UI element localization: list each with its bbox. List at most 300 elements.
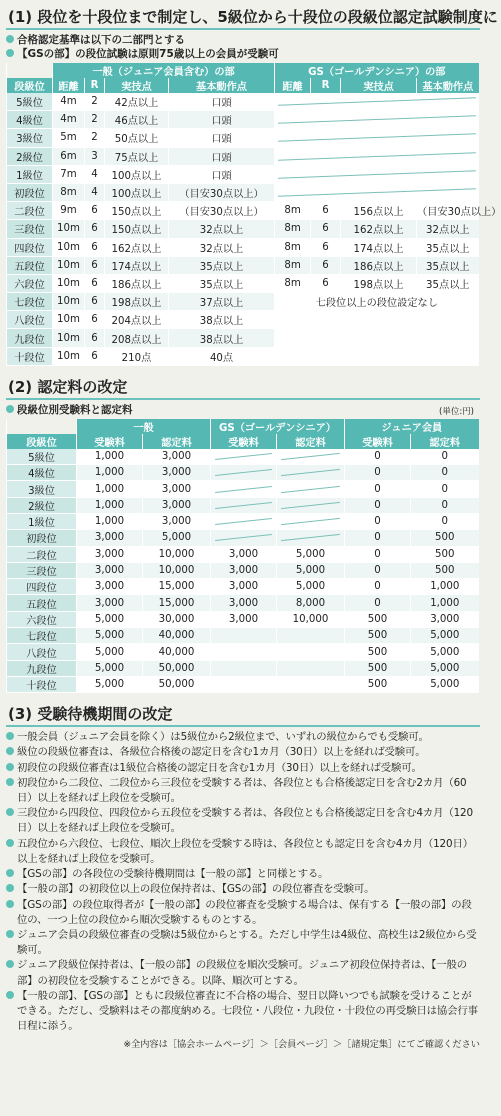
general-exam-fee: 5,000 — [77, 611, 143, 627]
column-header: 実技点 — [105, 78, 169, 93]
general-exam-fee: 1,000 — [77, 514, 143, 530]
list-item: 【一般の部】の初段位以上の段位保持者は、【GSの部】の段位審査を受験可。 — [6, 882, 480, 897]
gs-na-cell — [211, 497, 277, 513]
basic-cell: 口頭 — [169, 111, 275, 129]
fee-row — [7, 611, 479, 627]
gs-basic-cell: 35点以上 — [417, 238, 479, 256]
dist-cell: 10m — [53, 329, 85, 347]
r-cell: 4 — [85, 165, 105, 183]
dist-cell: 6m — [53, 147, 85, 165]
table-row — [7, 220, 479, 238]
diagonal-line — [215, 534, 272, 541]
level-cell: 1級位 — [7, 514, 77, 530]
gs-basic-cell: 35点以上 — [417, 274, 479, 292]
score-cell: 198点以上 — [105, 293, 169, 311]
basic-cell: （目安30点以上） — [169, 183, 275, 201]
table-row — [7, 202, 479, 220]
junior-exam-fee: 0 — [345, 530, 411, 546]
basic-cell: 38点以上 — [169, 311, 275, 329]
list-item: 【GSの部】の各段位の受験待機期間は【一般の部】と同様とする。 — [6, 867, 480, 882]
gs-cert-fee: 5,000 — [277, 562, 345, 578]
diagonal-line — [278, 97, 475, 106]
list-item: 初段位から二段位、二段位から三段位を受験する者は、各段位とも合格後認定日を含む2カ月（60日）以上を経れば上段位を受験可。 — [6, 776, 480, 806]
fee-row — [7, 562, 479, 578]
column-header: 実技点 — [341, 78, 417, 93]
general-exam-fee: 1,000 — [77, 497, 143, 513]
gs-cert-fee: 10,000 — [277, 611, 345, 627]
gs-na-cell — [211, 514, 277, 530]
general-exam-fee: 5,000 — [77, 660, 143, 676]
general-exam-fee: 3,000 — [77, 546, 143, 562]
general-exam-fee: 5,000 — [77, 628, 143, 644]
table-row — [7, 93, 479, 111]
basic-cell: 口頭 — [169, 93, 275, 111]
gs-r-cell: 6 — [311, 220, 341, 238]
score-cell: 150点以上 — [105, 202, 169, 220]
dist-cell: 10m — [53, 293, 85, 311]
gs-score-cell: 198点以上 — [341, 274, 417, 292]
gs-na-cell — [275, 147, 479, 165]
level-cell: 十段位 — [7, 676, 77, 692]
fee-column-header: 認定料 — [277, 434, 345, 449]
level-cell: 1級位 — [7, 165, 53, 183]
fee-row — [7, 497, 479, 513]
diagonal-line — [215, 518, 272, 525]
gs-dist-cell: 8m — [275, 256, 311, 274]
level-cell: 五段位 — [7, 256, 53, 274]
section2-bullet: 段級位別受験料と認定料 — [6, 403, 133, 417]
diagonal-line — [281, 502, 340, 509]
score-cell: 46点以上 — [105, 111, 169, 129]
table-row — [7, 274, 479, 292]
general-cert-fee: 40,000 — [143, 644, 211, 660]
gs-score-cell: 174点以上 — [341, 238, 417, 256]
dist-cell: 10m — [53, 347, 85, 365]
r-cell: 2 — [85, 93, 105, 111]
fee-column-header: 段級位 — [7, 434, 77, 449]
column-header: 距離 — [275, 78, 311, 93]
fee-row — [7, 481, 479, 497]
table-row — [7, 311, 479, 329]
level-cell: 3級位 — [7, 481, 77, 497]
bullet-dot-icon — [6, 778, 14, 786]
general-cert-fee: 3,000 — [143, 449, 211, 465]
gs-empty-cell — [275, 311, 479, 329]
diagonal-line — [278, 188, 475, 197]
junior-exam-fee: 0 — [345, 481, 411, 497]
basic-cell: 32点以上 — [169, 238, 275, 256]
level-cell: 二段位 — [7, 202, 53, 220]
table-row — [7, 238, 479, 256]
diagonal-line — [281, 453, 340, 460]
gs-na-cell — [211, 676, 277, 692]
level-cell: 初段位 — [7, 530, 77, 546]
basic-cell: 口頭 — [169, 129, 275, 147]
score-cell: 100点以上 — [105, 165, 169, 183]
footnote: ※全内容は［協会ホームページ］＞［会員ページ］＞［諸規定集］にてご確認ください — [123, 1039, 480, 1051]
list-item: 級位の段級位審査は、各級位合格後の認定日を含む1カ月（30日）以上を経れば受験可。 — [6, 745, 480, 760]
gs-na-cell — [277, 465, 345, 481]
level-cell: 四段位 — [7, 238, 53, 256]
level-cell: 八段位 — [7, 644, 77, 660]
gs-na-cell — [277, 481, 345, 497]
gs-na-cell — [211, 481, 277, 497]
level-cell: 九段位 — [7, 660, 77, 676]
fee-row — [7, 676, 479, 692]
gs-na-cell — [277, 676, 345, 692]
junior-cert-fee: 500 — [411, 530, 479, 546]
column-header: 基本動作点 — [169, 78, 275, 93]
fee-row — [7, 530, 479, 546]
level-cell: 七段位 — [7, 293, 53, 311]
general-exam-fee: 1,000 — [77, 465, 143, 481]
fee-row — [7, 546, 479, 562]
bullet-dot-icon — [6, 930, 14, 938]
gs-empty-cell — [275, 329, 479, 347]
basic-cell: 32点以上 — [169, 220, 275, 238]
list-item: 初段位の段級位審査は1級位合格後の認定日を含む1カ月（30日）以上を経れば受験可。 — [6, 761, 480, 776]
gs-na-cell — [277, 514, 345, 530]
junior-cert-fee: 0 — [411, 465, 479, 481]
gs-na-cell — [275, 165, 479, 183]
gs-basic-cell: 35点以上 — [417, 256, 479, 274]
general-cert-fee: 50,000 — [143, 676, 211, 692]
junior-exam-fee: 0 — [345, 546, 411, 562]
section1-title: (1) 段位を十段位まで制定し、5級位から十段位の段級位認定試験制度に — [6, 4, 480, 30]
section1-bullet-1: 合格認定基準は以下の二部門とする — [6, 33, 480, 47]
group-general-header: 一般（ジュニア会員含む）の部 — [53, 63, 275, 78]
score-cell: 100点以上 — [105, 183, 169, 201]
bullet-dot-icon — [6, 405, 14, 413]
junior-cert-fee: 1,000 — [411, 595, 479, 611]
gs-exam-fee: 3,000 — [211, 562, 277, 578]
gs-dist-cell: 8m — [275, 202, 311, 220]
dist-cell: 10m — [53, 256, 85, 274]
score-cell: 208点以上 — [105, 329, 169, 347]
r-cell: 6 — [85, 256, 105, 274]
junior-cert-fee: 0 — [411, 481, 479, 497]
gs-na-cell — [275, 93, 479, 111]
basic-cell: （目安30点以上） — [169, 202, 275, 220]
group-gs-header: GS（ゴールデンシニア）の部 — [275, 63, 479, 78]
bullet-dot-icon — [6, 747, 14, 755]
table-row — [7, 165, 479, 183]
column-header: 距離 — [53, 78, 85, 93]
gs-na-cell — [277, 660, 345, 676]
dist-cell: 10m — [53, 311, 85, 329]
r-cell: 6 — [85, 274, 105, 292]
fee-column-header: 受験料 — [211, 434, 277, 449]
gs-na-cell — [277, 530, 345, 546]
bullet-dot-icon — [6, 869, 14, 877]
bullet-dot-icon — [6, 35, 14, 43]
fee-column-header-row — [7, 434, 479, 449]
dist-cell: 10m — [53, 220, 85, 238]
general-exam-fee: 1,000 — [77, 449, 143, 465]
level-cell: 六段位 — [7, 274, 53, 292]
gs-exam-fee: 3,000 — [211, 611, 277, 627]
general-cert-fee: 10,000 — [143, 562, 211, 578]
junior-cert-fee: 3,000 — [411, 611, 479, 627]
score-cell: 162点以上 — [105, 238, 169, 256]
gs-score-cell: 162点以上 — [341, 220, 417, 238]
junior-cert-fee: 500 — [411, 562, 479, 578]
r-cell: 6 — [85, 311, 105, 329]
general-exam-fee: 3,000 — [77, 595, 143, 611]
junior-cert-fee: 5,000 — [411, 676, 479, 692]
fee-column-header: 受験料 — [77, 434, 143, 449]
junior-exam-fee: 500 — [345, 611, 411, 627]
gs-na-cell — [277, 644, 345, 660]
junior-cert-fee: 5,000 — [411, 660, 479, 676]
gs-na-cell — [211, 465, 277, 481]
list-item: 一般会員（ジュニア会員を除く）は5級位から2級位まで、いずれの級位からでも受験可。 — [6, 730, 480, 745]
bullet-dot-icon — [6, 732, 14, 740]
level-cell: 九段位 — [7, 329, 53, 347]
gs-na-cell — [211, 628, 277, 644]
table-row — [7, 329, 479, 347]
junior-cert-fee: 5,000 — [411, 628, 479, 644]
gs-na-cell — [277, 628, 345, 644]
general-exam-fee: 5,000 — [77, 676, 143, 692]
gs-na-cell — [211, 660, 277, 676]
section2-title: (2) 認定料の改定 — [6, 374, 480, 400]
fee-row — [7, 660, 479, 676]
gs-score-cell: 186点以上 — [341, 256, 417, 274]
level-cell: 5級位 — [7, 449, 77, 465]
grade-criteria-table — [6, 63, 501, 366]
junior-exam-fee: 500 — [345, 628, 411, 644]
r-cell: 6 — [85, 329, 105, 347]
gs-cert-fee: 5,000 — [277, 546, 345, 562]
score-cell: 150点以上 — [105, 220, 169, 238]
junior-exam-fee: 0 — [345, 595, 411, 611]
general-cert-fee: 3,000 — [143, 514, 211, 530]
level-cell: 4級位 — [7, 465, 77, 481]
junior-exam-fee: 0 — [345, 497, 411, 513]
fee-table — [6, 419, 479, 693]
bullet-dot-icon — [6, 960, 14, 968]
level-cell: 2級位 — [7, 147, 53, 165]
r-cell: 6 — [85, 238, 105, 256]
junior-exam-fee: 500 — [345, 660, 411, 676]
fee-row — [7, 449, 479, 465]
score-cell: 204点以上 — [105, 311, 169, 329]
gs-na-cell — [211, 530, 277, 546]
level-cell: 四段位 — [7, 579, 77, 595]
dist-cell: 5m — [53, 129, 85, 147]
gs-cert-fee: 5,000 — [277, 579, 345, 595]
basic-cell: 37点以上 — [169, 293, 275, 311]
gs-exam-fee: 3,000 — [211, 546, 277, 562]
fee-row — [7, 595, 479, 611]
fee-column-header: 認定料 — [411, 434, 479, 449]
junior-exam-fee: 500 — [345, 676, 411, 692]
basic-cell: 38点以上 — [169, 329, 275, 347]
diagonal-line — [281, 534, 340, 541]
general-cert-fee: 10,000 — [143, 546, 211, 562]
unit-label: (単位:円) — [439, 406, 474, 417]
level-cell: 5級位 — [7, 93, 53, 111]
score-cell: 42点以上 — [105, 93, 169, 111]
dist-cell: 7m — [53, 165, 85, 183]
basic-cell: 35点以上 — [169, 274, 275, 292]
fee-group-header-row — [7, 419, 479, 434]
general-cert-fee: 15,000 — [143, 595, 211, 611]
gs-r-cell: 6 — [311, 238, 341, 256]
bullet-dot-icon — [6, 900, 14, 908]
dist-cell: 4m — [53, 93, 85, 111]
junior-cert-fee: 1,000 — [411, 579, 479, 595]
diagonal-line — [281, 469, 340, 476]
diagonal-line — [278, 134, 475, 143]
list-item: 五段位から六段位、七段位、順次上段位を受験する時は、各段位とも認定日を含む4カ月（120日）以上を経れば上段位を受験可。 — [6, 837, 480, 867]
section2-subhead — [6, 403, 480, 417]
junior-cert-fee: 0 — [411, 449, 479, 465]
dist-cell: 10m — [53, 238, 85, 256]
diagonal-line — [215, 469, 272, 476]
column-header-row — [7, 78, 479, 93]
gs-na-cell — [275, 183, 479, 201]
waiting-period-list — [6, 730, 480, 1034]
dist-cell: 8m — [53, 183, 85, 201]
gs-na-cell — [275, 111, 479, 129]
general-cert-fee: 50,000 — [143, 660, 211, 676]
basic-cell: 口頭 — [169, 147, 275, 165]
gs-score-cell: 156点以上 — [341, 202, 417, 220]
fee-group-general: 一般 — [77, 419, 211, 434]
diagonal-line — [278, 170, 475, 179]
gs-na-cell — [211, 449, 277, 465]
bullet-dot-icon — [6, 808, 14, 816]
fee-group-junior: ジュニア会員 — [345, 419, 479, 434]
general-exam-fee: 3,000 — [77, 579, 143, 595]
gs-na-cell — [277, 449, 345, 465]
group-header-row — [7, 63, 479, 78]
table-row — [7, 129, 479, 147]
bullet-dot-icon — [6, 763, 14, 771]
list-item: 【一般の部】、【GSの部】ともに段級位審査に不合格の場合、翌日以降いつでも試験を受けることができる。ただし、受験料はその都度納める。七段位・八段位・九段位・十段位の再受験日は協会行事日程に添う。 — [6, 989, 480, 1035]
column-header: 基本動作点 — [417, 78, 479, 93]
gs-dist-cell: 8m — [275, 274, 311, 292]
junior-cert-fee: 0 — [411, 514, 479, 530]
section1-bullet-2: 【GSの部】の段位試験は原則75歳以上の会員が受験可 — [6, 47, 480, 61]
section3-title: (3) 受験待機期間の改定 — [6, 701, 480, 727]
fee-column-header: 受験料 — [345, 434, 411, 449]
basic-cell: 口頭 — [169, 165, 275, 183]
diagonal-line — [215, 502, 272, 509]
score-cell: 210点 — [105, 347, 169, 365]
general-cert-fee: 40,000 — [143, 628, 211, 644]
gs-empty-cell — [275, 347, 479, 365]
general-exam-fee: 1,000 — [77, 481, 143, 497]
gs-na-cell — [211, 644, 277, 660]
diagonal-line — [281, 518, 340, 525]
score-cell: 50点以上 — [105, 129, 169, 147]
bullet-dot-icon — [6, 839, 14, 847]
general-cert-fee: 5,000 — [143, 530, 211, 546]
gs-exam-fee: 3,000 — [211, 579, 277, 595]
fee-column-header: 認定料 — [143, 434, 211, 449]
table-row — [7, 183, 479, 201]
table-row — [7, 147, 479, 165]
fee-row — [7, 644, 479, 660]
fee-row — [7, 514, 479, 530]
general-cert-fee: 3,000 — [143, 497, 211, 513]
gs-cert-fee: 8,000 — [277, 595, 345, 611]
gs-dist-cell: 8m — [275, 238, 311, 256]
list-item: 【GSの部】の段位取得者が【一般の部】の段位審査を受験する場合は、保有する【一般の部】の段位の、一つ上位の段位から順次受験するものとする。 — [6, 898, 480, 928]
dist-cell: 4m — [53, 111, 85, 129]
r-cell: 2 — [85, 111, 105, 129]
table-row — [7, 256, 479, 274]
diagonal-line — [278, 115, 475, 124]
table-row — [7, 293, 479, 311]
bullet-dot-icon — [6, 884, 14, 892]
r-cell: 4 — [85, 183, 105, 201]
junior-exam-fee: 0 — [345, 465, 411, 481]
r-cell: 6 — [85, 293, 105, 311]
general-exam-fee: 5,000 — [77, 644, 143, 660]
junior-cert-fee: 5,000 — [411, 644, 479, 660]
gs-r-cell: 6 — [311, 202, 341, 220]
junior-exam-fee: 0 — [345, 514, 411, 530]
level-cell: 二段位 — [7, 546, 77, 562]
general-cert-fee: 30,000 — [143, 611, 211, 627]
junior-cert-fee: 500 — [411, 546, 479, 562]
level-cell: 十段位 — [7, 347, 53, 365]
gs-na-cell — [277, 497, 345, 513]
fee-row — [7, 465, 479, 481]
r-cell: 6 — [85, 202, 105, 220]
basic-cell: 35点以上 — [169, 256, 275, 274]
blank-header — [7, 63, 53, 78]
fee-row — [7, 628, 479, 644]
diagonal-line — [215, 486, 272, 493]
general-exam-fee: 3,000 — [77, 530, 143, 546]
level-cell: 4級位 — [7, 111, 53, 129]
gs-dist-cell: 8m — [275, 220, 311, 238]
general-cert-fee: 3,000 — [143, 465, 211, 481]
level-cell: 三段位 — [7, 562, 77, 578]
fee-group-gs: GS（ゴールデンシニア） — [211, 419, 345, 434]
junior-cert-fee: 0 — [411, 497, 479, 513]
level-cell: 2級位 — [7, 497, 77, 513]
list-item: ジュニア段級位保持者は、【一般の部】の段級位を順次受験可。ジュニア初段位保持者は、【一般の部】の初段位を受験することができる。以降、順次可とする。 — [6, 958, 480, 988]
level-cell: 初段位 — [7, 183, 53, 201]
junior-exam-fee: 0 — [345, 579, 411, 595]
diagonal-line — [281, 485, 340, 492]
score-cell: 174点以上 — [105, 256, 169, 274]
general-cert-fee: 15,000 — [143, 579, 211, 595]
column-header: 段級位 — [7, 78, 53, 93]
general-exam-fee: 3,000 — [77, 562, 143, 578]
level-cell: 七段位 — [7, 628, 77, 644]
gs-exam-fee: 3,000 — [211, 595, 277, 611]
bullet-dot-icon — [6, 49, 14, 57]
score-cell: 186点以上 — [105, 274, 169, 292]
level-cell: 六段位 — [7, 611, 77, 627]
r-cell: 6 — [85, 347, 105, 365]
r-cell: 6 — [85, 220, 105, 238]
gs-r-cell: 6 — [311, 274, 341, 292]
diagonal-line — [215, 453, 272, 460]
general-cert-fee: 3,000 — [143, 481, 211, 497]
dist-cell: 10m — [53, 274, 85, 292]
junior-exam-fee: 0 — [345, 562, 411, 578]
gs-none-cell: 七段位以上の段位設定なし — [275, 293, 479, 311]
level-cell: 五段位 — [7, 595, 77, 611]
